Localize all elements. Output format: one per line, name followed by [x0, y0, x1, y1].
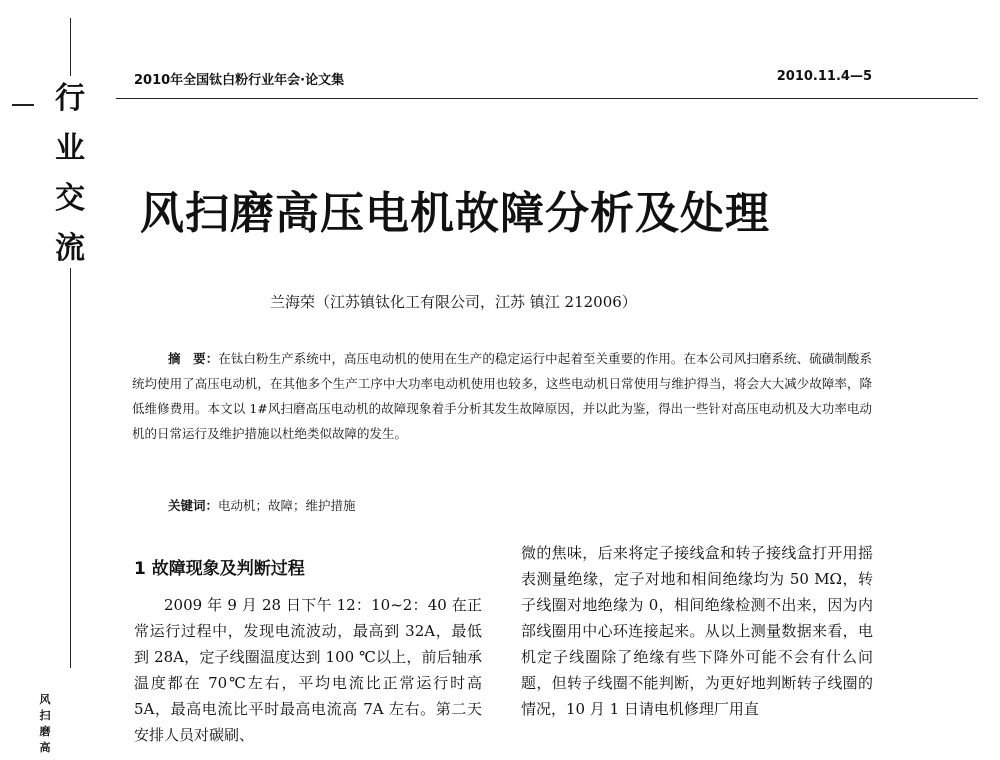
side-running-title-char-3: 磨 — [39, 725, 51, 738]
keywords-text: 电动机；故障；维护措施 — [218, 498, 356, 513]
keywords-label: 关键词： — [168, 498, 219, 513]
body-left-column: 2009 年 9 月 28 日下午 12：10~2：40 在正常运行过程中，发现电流波动，最高到 32A，最低到 28A，定子线圈温度达到 100 ℃以上，前后轴承温度都在 70℃左右，平均电流比正常运行时高 5A，最高电流比平时最高电流高 7A 左右。第二天安排人员对碳刷、 — [134, 596, 482, 744]
margin-line-top — [70, 18, 71, 76]
header-rule — [116, 98, 978, 99]
running-header-journal: 2010年全国钛白粉行业年会·论文集 — [134, 73, 345, 88]
abstract-text: 在钛白粉生产系统中，高压电动机的使用在生产的稳定运行中起着至关重要的作用。在本公司风扫磨系统、硫磺制酸系统均使用了高压电动机，在其他多个生产工序中大功率电动机使用也较多，这些电动机日常使用与维护得当，将会大大减少故障率，降低维修费用。本文以 1#风扫磨高压电动机的故障现象着手分析其发生故障原因，并以此为鉴，得出一些针对高压电动机及大功率电动机的日常运行及维护措施以杜绝类似故障的发生。 — [132, 351, 872, 441]
article-title: 风扫磨高压电机故障分析及处理 — [140, 188, 770, 239]
side-label-char-1: 行 — [55, 81, 85, 116]
abstract — [132, 346, 872, 446]
keywords — [168, 496, 356, 514]
author-affiliation: 兰海荣（江苏镇钛化工有限公司，江苏 镇江 212006） — [270, 293, 637, 311]
margin-tick — [12, 104, 34, 106]
abstract-label: 摘 要： — [168, 351, 219, 366]
side-running-title-char-1: 风 — [39, 693, 51, 706]
side-label-char-2: 业 — [55, 131, 85, 166]
body-right-column: 微的焦味，后来将定子接线盒和转子接线盒打开用摇表测量绝缘，定子对地和相间绝缘均为 50 MΩ，转子线圈对地绝缘为 0，相间绝缘检测不出来，因为内部线圈用中心环连接起来。从以上测量数据来看，电机定子线圈除了绝缘有些下降外可能不会有什么问题，但转子线圈不能判断，为更好地判断转子线圈的情况，10 月 1 日请电机修理厂用直 — [521, 544, 873, 718]
side-label-char-4: 流 — [55, 231, 85, 266]
section-heading: 1 故障现象及判断过程 — [134, 559, 305, 579]
side-running-title-char-2: 扫 — [39, 709, 51, 722]
side-label-char-3: 交 — [55, 181, 85, 216]
margin-line-middle — [70, 268, 71, 668]
running-header-date: 2010.11.4—5 — [776, 69, 872, 84]
side-running-title-char-4: 高 — [39, 741, 51, 754]
